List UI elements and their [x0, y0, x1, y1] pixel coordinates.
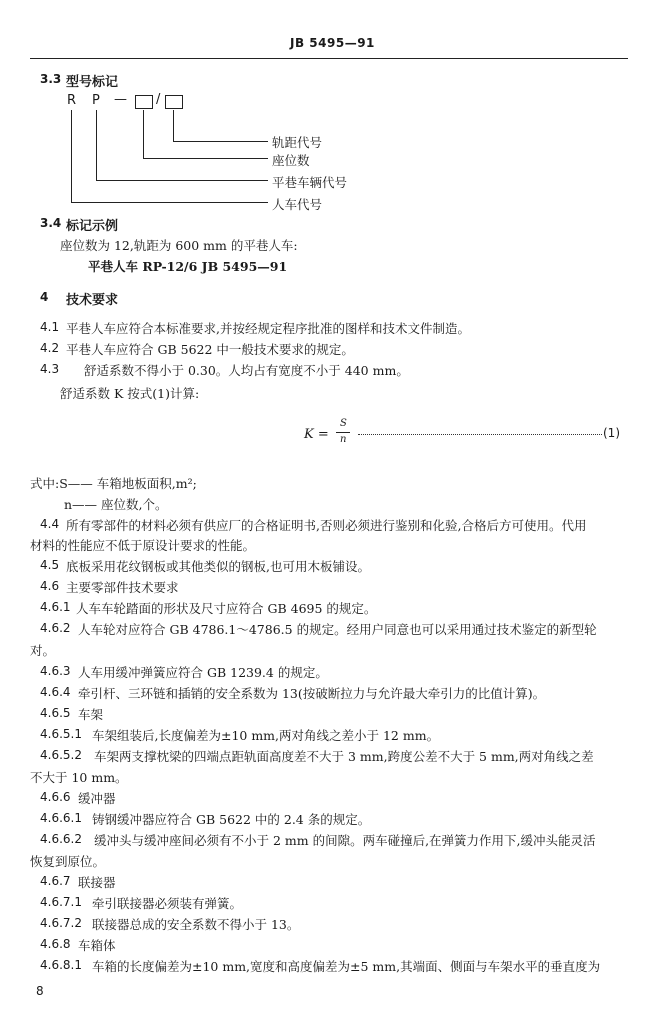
- clause-text-4-6-7: 联接器: [78, 875, 116, 890]
- clause-text-4-3: 舒适系数不得小于 0.30。人均占有宽度不小于 440 mm。: [84, 363, 409, 378]
- clause-number-4-6-1: 4.6.1: [40, 600, 71, 614]
- example-line-2: 平巷人车 RP-12/6 JB 5495—91: [88, 259, 288, 274]
- clause-number-4-2: 4.2: [40, 341, 60, 355]
- clause-text-4-6-5-2-line2: 不大于 10 mm。: [30, 770, 128, 785]
- code-letter-p: P: [92, 93, 100, 108]
- clause-number-4-6-5: 4.6.5: [40, 706, 71, 720]
- clause-text-4-2: 平巷人车应符合 GB 5622 中一般技术要求的规定。: [66, 342, 354, 357]
- clause-text-4-6-1: 人车车轮踏面的形状及尺寸应符合 GB 4695 的规定。: [76, 601, 377, 616]
- section-title-3-3: 型号标记: [66, 75, 119, 90]
- clause-number-4-6-2: 4.6.2: [40, 621, 71, 635]
- clause-text-4-6-5: 车架: [78, 707, 104, 722]
- clause-number-4-1: 4.1: [40, 320, 60, 334]
- clause-number-4-6-6-2: 4.6.6.2: [40, 832, 82, 846]
- clause-number-4-5: 4.5: [40, 558, 60, 572]
- formula-where-n: n—— 座位数,个。: [64, 497, 168, 512]
- formula-intro: 舒适系数 K 按式(1)计算:: [60, 386, 200, 401]
- clause-number-4-6-8-1: 4.6.8.1: [40, 958, 82, 972]
- clause-number-4-6-3: 4.6.3: [40, 664, 71, 678]
- clause-number-4-6-7: 4.6.7: [40, 874, 71, 888]
- section-title-4: 技术要求: [66, 293, 119, 308]
- formula-fraction-bar: [336, 432, 350, 433]
- code-box-gauge: [165, 95, 183, 109]
- page-number: 8: [36, 984, 44, 998]
- clause-number-4-6-5-2: 4.6.5.2: [40, 748, 82, 762]
- clause-text-4-6-4: 牵引杆、三环链和插销的安全系数为 13(按破断拉力与允许最大牵引力的比值计算)。: [78, 686, 546, 701]
- clause-number-4-6-6-1: 4.6.6.1: [40, 811, 82, 825]
- header-rule: [30, 58, 628, 59]
- section-number-4: 4: [40, 290, 49, 304]
- clause-text-4-6-3: 人车用缓冲弹簧应符合 GB 1239.4 的规定。: [78, 665, 328, 680]
- clause-text-4-6-7-2: 联接器总成的安全系数不得小于 13。: [92, 917, 300, 932]
- clause-text-4-6-2-line2: 对。: [30, 643, 56, 658]
- document-header: JB 5495—91: [290, 36, 375, 50]
- clause-number-4-6-4: 4.6.4: [40, 685, 71, 699]
- label-car-code: 人车代号: [272, 197, 323, 212]
- formula-where-s: 式中:S—— 车箱地板面积,m²;: [30, 476, 197, 491]
- section-number-3-3: 3.3: [40, 72, 62, 86]
- formula-leader-dots: [358, 434, 602, 435]
- code-dash: —: [114, 92, 127, 107]
- clause-number-4-3: 4.3: [40, 362, 60, 376]
- leader-p-horizontal: [96, 180, 268, 181]
- leader-seats-vertical: [143, 110, 144, 158]
- clause-text-4-6-8: 车箱体: [78, 938, 116, 953]
- clause-number-4-6-8: 4.6.8: [40, 937, 71, 951]
- label-seat-count: 座位数: [272, 153, 310, 168]
- clause-text-4-6: 主要零部件技术要求: [66, 580, 179, 595]
- formula-denominator: n: [340, 434, 347, 445]
- clause-text-4-6-7-1: 牵引联接器必须装有弹簧。: [92, 896, 243, 911]
- clause-number-4-6-5-1: 4.6.5.1: [40, 727, 82, 741]
- label-vehicle-code: 平巷车辆代号: [272, 175, 348, 190]
- clause-number-4-4: 4.4: [40, 517, 60, 531]
- code-slash: /: [156, 92, 161, 107]
- clause-text-4-6-6-1: 铸钢缓冲器应符合 GB 5622 中的 2.4 条的规定。: [92, 812, 371, 827]
- formula-lhs: K =: [304, 427, 329, 442]
- clause-text-4-6-2-line1: 人车轮对应符合 GB 4786.1～4786.5 的规定。经用户同意也可以采用通过技术鉴定的新型轮: [78, 622, 597, 637]
- clause-text-4-6-8-1: 车箱的长度偏差为±10 mm,宽度和高度偏差为±5 mm,其端面、侧面与车架水平的垂直度为: [92, 959, 601, 974]
- clause-text-4-5: 底板采用花纹钢板或其他类似的钢板,也可用木板铺设。: [66, 559, 370, 574]
- example-line-1: 座位数为 12,轨距为 600 mm 的平巷人车:: [60, 238, 298, 253]
- clause-number-4-6-7-2: 4.6.7.2: [40, 916, 82, 930]
- label-gauge-code: 轨距代号: [272, 135, 323, 150]
- leader-r-horizontal: [71, 202, 268, 203]
- section-number-3-4: 3.4: [40, 216, 62, 230]
- clause-number-4-6: 4.6: [40, 579, 60, 593]
- clause-text-4-6-5-1: 车架组装后,长度偏差为±10 mm,两对角线之差小于 12 mm。: [92, 728, 440, 743]
- code-box-seats: [135, 95, 153, 109]
- clause-text-4-1: 平巷人车应符合本标准要求,并按经规定程序批准的图样和技术文件制造。: [66, 321, 470, 336]
- clause-text-4-4-line2: 材料的性能应不低于原设计要求的性能。: [30, 538, 256, 553]
- leader-gauge-vertical: [173, 110, 174, 141]
- clause-number-4-6-6: 4.6.6: [40, 790, 71, 804]
- clause-text-4-4-line1: 所有零部件的材料必须有供应厂的合格证明书,否则必须进行鉴别和化验,合格后方可使用。代用: [66, 518, 587, 533]
- clause-number-4-6-7-1: 4.6.7.1: [40, 895, 82, 909]
- leader-p-vertical: [96, 110, 97, 180]
- section-title-3-4: 标记示例: [66, 219, 119, 234]
- clause-text-4-6-6-2-line2: 恢复到原位。: [30, 854, 106, 869]
- formula-equation-number: (1): [603, 426, 620, 440]
- formula-numerator: S: [340, 418, 347, 429]
- code-letter-r: R: [67, 93, 77, 108]
- clause-text-4-6-6: 缓冲器: [78, 791, 116, 806]
- clause-text-4-6-5-2-line1: 车架两支撑枕梁的四端点距轨面高度差不大于 3 mm,跨度公差不大于 5 mm,两对角线之差: [94, 749, 594, 764]
- leader-seats-horizontal: [143, 158, 268, 159]
- leader-gauge-horizontal: [173, 141, 268, 142]
- clause-text-4-6-6-2-line1: 缓冲头与缓冲座间必须有不小于 2 mm 的间隙。两车碰撞后,在弹簧力作用下,缓冲头能灵活: [94, 833, 596, 848]
- leader-r-vertical: [71, 110, 72, 202]
